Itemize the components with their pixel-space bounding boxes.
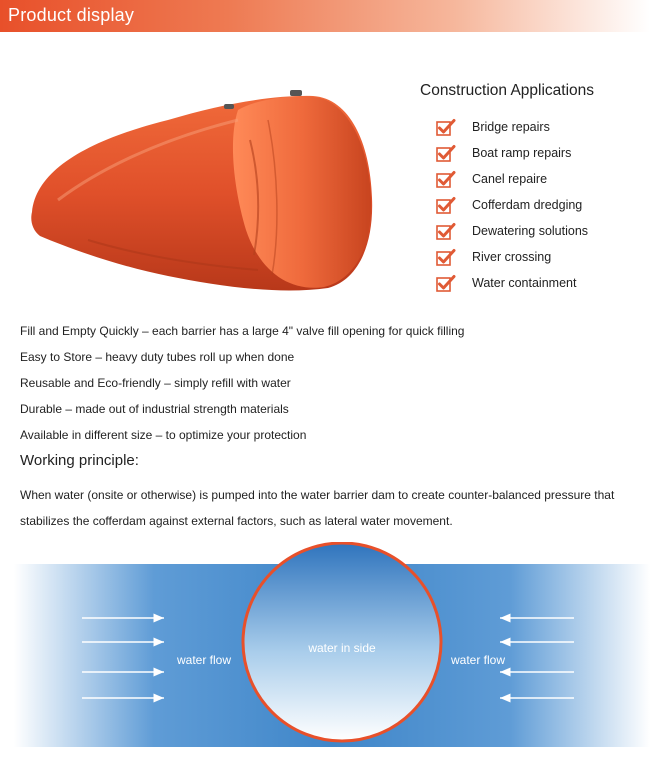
- application-label: River crossing: [472, 250, 552, 264]
- application-label: Dewatering solutions: [472, 224, 589, 238]
- checkbox-checked-icon: [436, 274, 456, 292]
- checkbox-checked-icon: [436, 196, 456, 214]
- feature-durable: Durable – made out of industrial strength materials: [20, 402, 289, 416]
- list-item: [436, 192, 640, 218]
- construction-applications: [420, 82, 640, 296]
- list-item: [436, 270, 640, 296]
- left-flow-label: water flow: [176, 653, 232, 667]
- application-label: Boat ramp repairs: [472, 146, 572, 160]
- feature-easy-store: Easy to Store – heavy duty tubes roll up when done: [20, 350, 295, 364]
- checkbox-checked-icon: [436, 118, 456, 136]
- list-item: [436, 114, 640, 140]
- working-principle-body: When water (onsite or otherwise) is pumped into the water barrier dam to create counter-balanced pressure that stabilizes the cofferdam against external factors, such as lateral water movement.: [20, 488, 615, 528]
- checkbox-checked-icon: [436, 248, 456, 266]
- header-title: Product display: [8, 5, 135, 25]
- list-item: [436, 140, 640, 166]
- product-image: [28, 80, 378, 305]
- checkbox-checked-icon: [436, 170, 456, 188]
- header-banner: [0, 0, 650, 32]
- list-item: [436, 166, 640, 192]
- checkbox-checked-icon: [436, 144, 456, 162]
- applications-list: [420, 114, 640, 296]
- feature-reusable: Reusable and Eco-friendly – simply refill with water: [20, 376, 291, 390]
- application-label: Bridge repairs: [472, 120, 550, 134]
- applications-title: Construction Applications: [420, 82, 595, 99]
- application-label: Canel repaire: [472, 172, 548, 186]
- features-list: [20, 318, 640, 448]
- application-label: Cofferdam dredging: [472, 198, 583, 212]
- application-label: Water containment: [472, 276, 577, 290]
- working-principle-title: Working principle:: [20, 452, 139, 469]
- center-label: water in side: [308, 641, 376, 655]
- list-item: [436, 218, 640, 244]
- list-item: [436, 244, 640, 270]
- feature-sizes: Available in different size – to optimize your protection: [20, 428, 307, 442]
- water-flow-diagram: [14, 542, 650, 747]
- feature-fill-empty: Fill and Empty Quickly – each barrier has a large 4" valve fill opening for quick filling: [20, 324, 465, 338]
- checkbox-checked-icon: [436, 222, 456, 240]
- right-flow-label: water flow: [450, 653, 506, 667]
